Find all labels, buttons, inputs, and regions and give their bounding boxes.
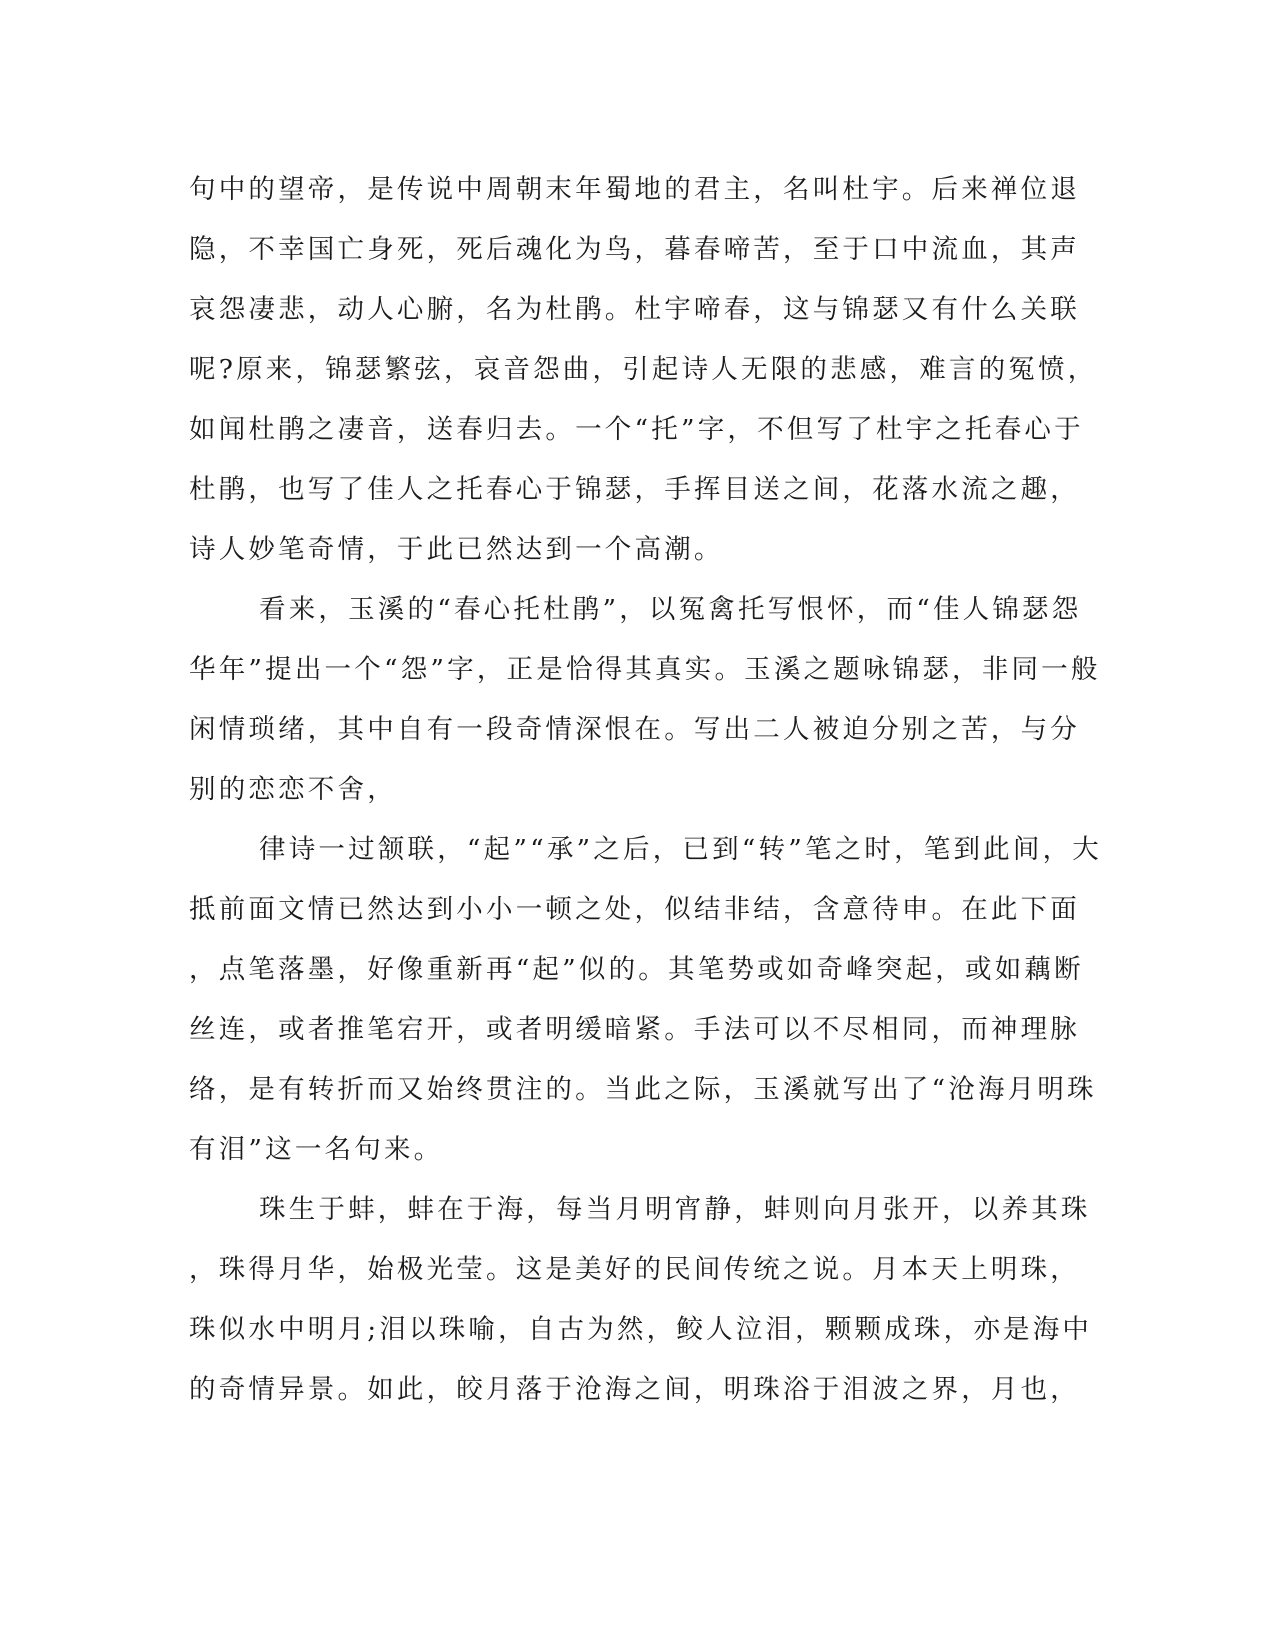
text-line: 隐，不幸国亡身死，死后魂化为鸟，暮春啼苦，至于口中流血，其声	[189, 234, 1080, 265]
text-line: 律诗一过颔联，“起”“承”之后，已到“转”笔之时，笔到此间，大	[259, 834, 1102, 865]
text-line: 句中的望帝，是传说中周朝末年蜀地的君主，名叫杜宇。后来禅位退	[189, 174, 1080, 205]
text-line: 络，是有转折而又始终贯注的。当此之际，玉溪就写出了“沧海月明珠	[189, 1074, 1097, 1105]
text-line: 诗人妙笔奇情，于此已然达到一个高潮。	[189, 534, 724, 565]
text-line: ，珠得月华，始极光莹。这是美好的民间传统之说。月本天上明珠，	[189, 1254, 1080, 1285]
text-line: 丝连，或者推笔宕开，或者明缓暗紧。手法可以不尽相同，而神理脉	[189, 1014, 1080, 1045]
text-line: 哀怨凄悲，动人心腑，名为杜鹃。杜宇啼春，这与锦瑟又有什么关联	[189, 294, 1080, 325]
body-text	[189, 160, 1102, 1420]
text-line: 的奇情异景。如此，皎月落于沧海之间，明珠浴于泪波之界，月也，	[189, 1374, 1080, 1405]
text-line: 华年”提出一个“怨”字，正是恰得其真实。玉溪之题咏锦瑟，非同一般	[189, 654, 1101, 685]
text-line: ，点笔落墨，好像重新再“起”似的。其笔势或如奇峰突起，或如藕断	[189, 954, 1084, 985]
text-line: 如闻杜鹃之凄音，送春归去。一个“托”字，不但写了杜宇之托春心于	[189, 414, 1084, 445]
text-line: 有泪”这一名句来。	[189, 1134, 444, 1165]
text-line: 抵前面文情已然达到小小一顿之处，似结非结，含意待申。在此下面	[189, 894, 1080, 925]
text-line: 闲情琐绪，其中自有一段奇情深恨在。写出二人被迫分别之苦，与分	[189, 714, 1080, 745]
text-line: 杜鹃，也写了佳人之托春心于锦瑟，手挥目送之间，花落水流之趣，	[189, 474, 1080, 505]
text-line: 珠似水中明月;泪以珠喻，自古为然，鲛人泣泪，颗颗成珠，亦是海中	[189, 1314, 1093, 1345]
text-line: 别的恋恋不舍，	[189, 774, 397, 805]
text-line: 呢?原来，锦瑟繁弦，哀音怨曲，引起诗人无限的悲感，难言的冤愤，	[189, 354, 1098, 385]
text-line: 珠生于蚌，蚌在于海，每当月明宵静，蚌则向月张开，以养其珠	[259, 1194, 1091, 1225]
text-line: 看来，玉溪的“春心托杜鹃”，以冤禽托写恨怀，而“佳人锦瑟怨	[259, 594, 1082, 625]
